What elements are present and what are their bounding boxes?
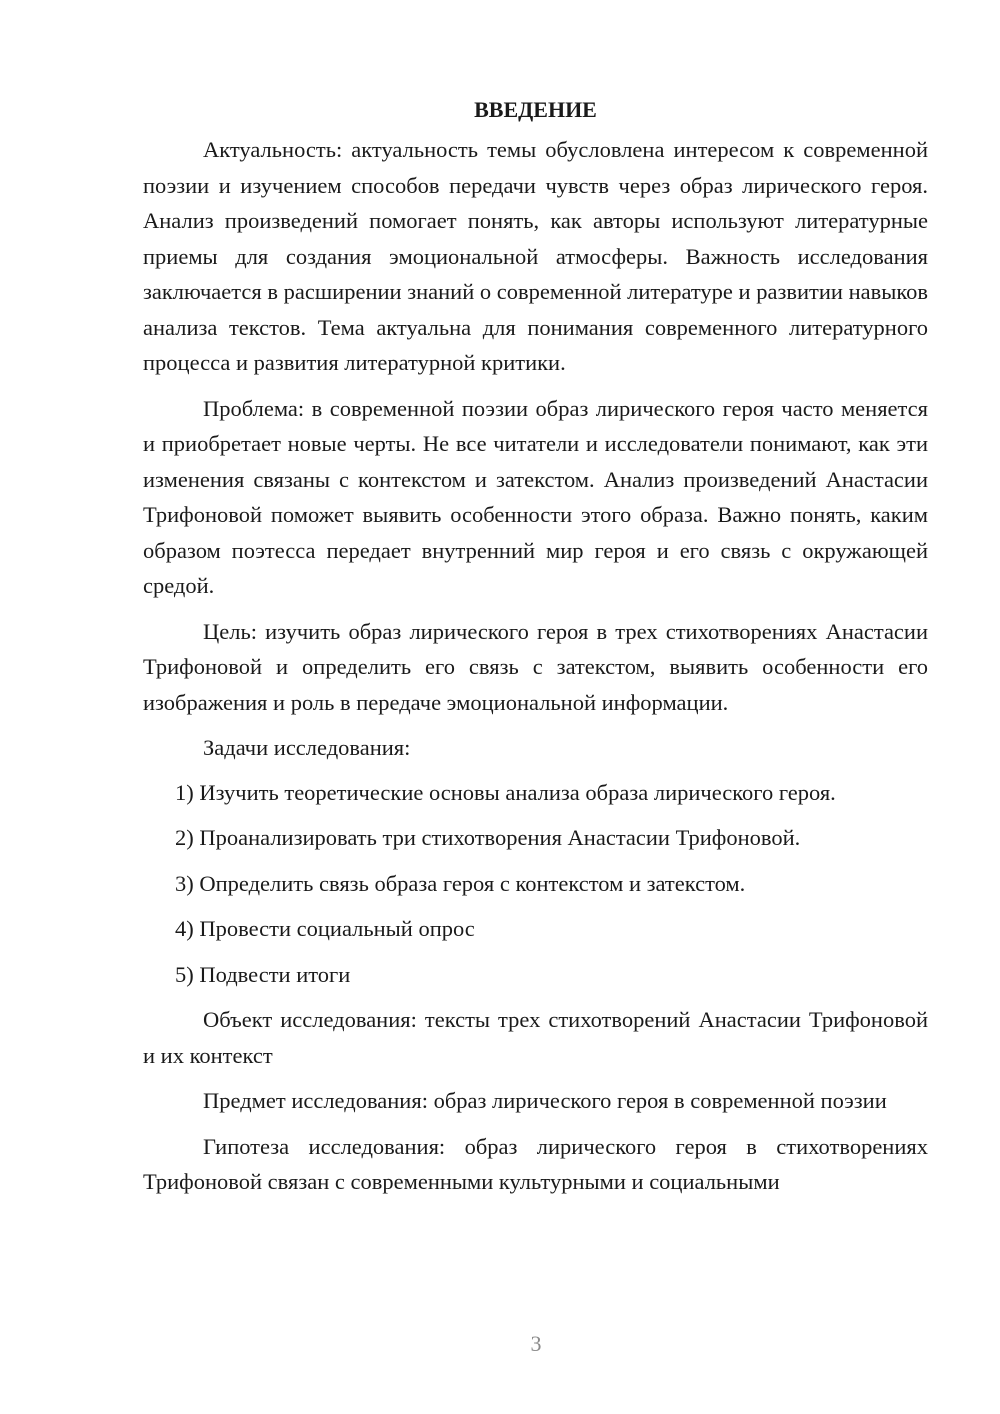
problem-paragraph: Проблема: в современной поэзии образ лирического героя часто меняется и приобретает новые черты. Не все читатели и исследователи понимают, как эти изменения связаны с контекстом и затекстом. Анализ произведений Анастасии Трифоновой поможет выявить особенности этого образа. Важно понять, каким образом поэтесса передает внутренний мир героя и его связь с окружающей средой. <box>143 395 928 598</box>
list-item: 1) Изучить теоретические основы анализа образа лирического героя. <box>175 779 836 805</box>
list-item: 2) Проанализировать три стихотворения Анастасии Трифоновой. <box>175 825 801 850</box>
goal-paragraph: Цель: изучить образ лирического героя в трех стихотворениях Анастасии Трифоновой и определить его связь с затекстом, выявить особенности его изображения и роль в передаче эмоциональной информации. <box>143 618 928 715</box>
list-item: 5) Подвести итоги <box>175 961 351 987</box>
tasks-heading: Задачи исследования: <box>203 735 411 760</box>
document-page <box>143 92 928 1210</box>
object-paragraph: Объект исследования: тексты трех стихотворений Анастасии Трифоновой и их контекст <box>143 1007 928 1068</box>
page-number: 3 <box>530 1331 542 1356</box>
tasks-list <box>143 775 928 993</box>
list-item: 4) Провести социальный опрос <box>175 916 475 941</box>
hypothesis-paragraph: Гипотеза исследования: образ лирического героя в стихотворениях Трифоновой связан с современными культурными и социальными <box>143 1133 928 1194</box>
subject-paragraph: Предмет исследования: образ лирического героя в современной поэзии <box>203 1088 887 1113</box>
relevance-paragraph: Актуальность: актуальность темы обусловлена интересом к современной поэзии и изучением способов передачи чувств через образ лирического героя. Анализ произведений помогает понять, как авторы используют литературные приемы для создания эмоциональной атмосферы. Важность исследования заключается в расширении знаний о современной литературе и развитии навыков анализа текстов. Тема актуальна для понимания современного литературного процесса и развития литературной критики. <box>143 137 928 375</box>
list-item: 3) Определить связь образа героя с контекстом и затекстом. <box>175 870 746 896</box>
page-title: ВВЕДЕНИЕ <box>474 97 597 122</box>
